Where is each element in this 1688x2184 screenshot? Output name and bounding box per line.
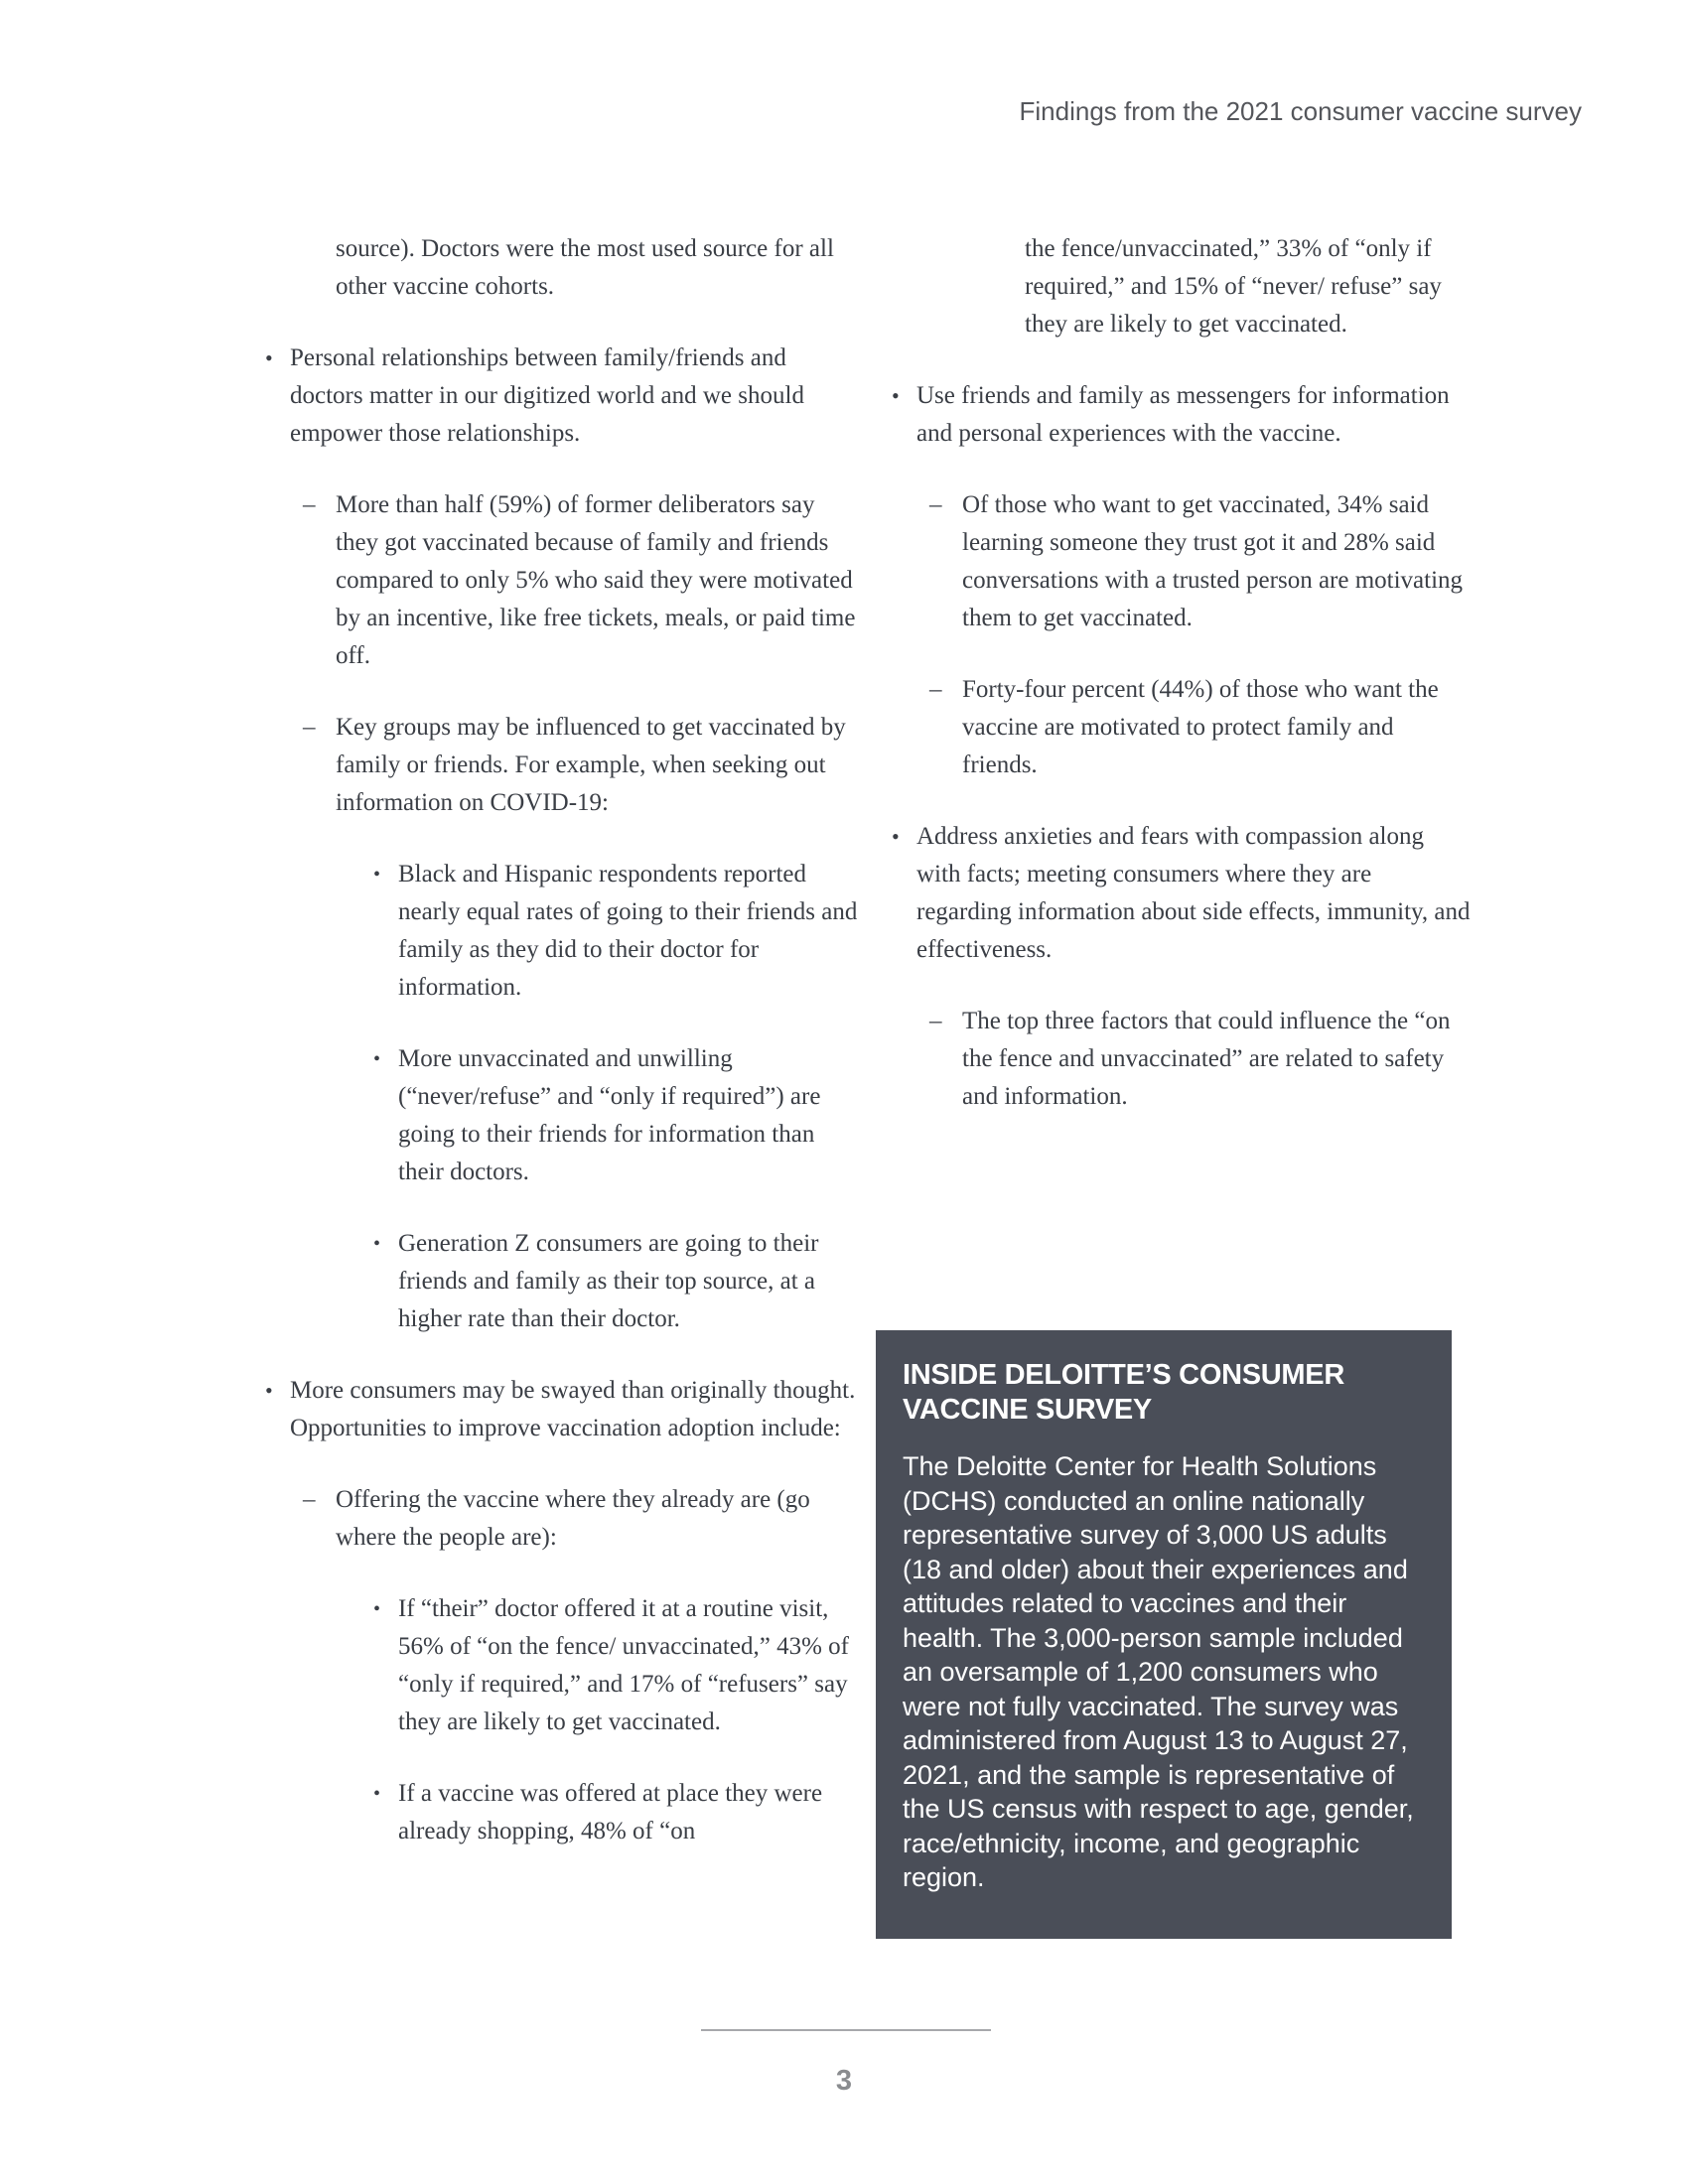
bullet-icon: • [892, 383, 900, 408]
running-header: Findings from the 2021 consumer vaccine survey [1019, 96, 1582, 126]
bullet-text: Forty-four percent (44%) of those who want the vaccine are motivated to protect family and friends. [962, 676, 1439, 778]
bullet-icon: • [265, 1378, 273, 1403]
paragraph-continuation [263, 230, 859, 306]
bullet-item [890, 377, 1471, 453]
bullet-icon: • [373, 1598, 381, 1620]
left-column [263, 230, 859, 1850]
bullet-text: If “their” doctor offered it at a routine visit, 56% of “on the fence/ unvaccinated,” 43% of “only if required,” and 17% of “refusers” say they are likely to get vaccinated. [398, 1595, 849, 1735]
bullet-icon: • [373, 1233, 381, 1255]
sub-bullet-item [263, 1481, 859, 1557]
sub-sub-bullet-item [263, 856, 859, 1007]
bullet-item [263, 340, 859, 453]
bullet-text: Use friends and family as messengers for information and personal experiences with the vaccine. [916, 382, 1450, 447]
paragraph-text: the fence/unvaccinated,” 33% of “only if required,” and 15% of “never/ refuse” say they are likely to get vaccinated. [1025, 235, 1442, 338]
sub-sub-bullet-item [263, 1040, 859, 1191]
bullet-text: More unvaccinated and unwilling (“never/refuse” and “only if required”) are going to their friends for information than their doctors. [398, 1045, 821, 1185]
dash-icon: – [303, 714, 316, 741]
survey-infobox [876, 1330, 1452, 1939]
bullet-icon: • [373, 1783, 381, 1805]
bullet-text: Offering the vaccine where they already are (go where the people are): [336, 1486, 810, 1551]
bullet-item [263, 1372, 859, 1447]
sub-bullet-item [890, 1003, 1471, 1116]
sub-bullet-item [890, 671, 1471, 784]
dash-icon: – [929, 676, 942, 703]
bullet-icon: • [373, 1048, 381, 1070]
dash-icon: – [929, 491, 942, 518]
bullet-text: If a vaccine was offered at place they were already shopping, 48% of “on [398, 1780, 823, 1844]
sub-sub-bullet-item [263, 1775, 859, 1850]
bullet-icon: • [373, 864, 381, 886]
bullet-item [890, 818, 1471, 969]
bullet-text: Generation Z consumers are going to their friends and family as their top source, at a higher rate than their doctor. [398, 1230, 819, 1332]
bullet-icon: • [265, 345, 273, 370]
sub-bullet-item [890, 486, 1471, 637]
bullet-text: Of those who want to get vaccinated, 34% said learning someone they trust got it and 28% said conversations with a trusted person are motivating them to get vaccinated. [962, 491, 1464, 631]
bullet-text: Key groups may be influenced to get vaccinated by family or friends. For example, when seeking out information on COVID-19: [336, 714, 846, 816]
paragraph-text: source). Doctors were the most used source for all other vaccine cohorts. [336, 235, 834, 300]
sub-sub-bullet-item [263, 1590, 859, 1741]
bullet-text: Address anxieties and fears with compassion along with facts; meeting consumers where they are regarding information about side effects, immunity, and effectiveness. [916, 823, 1471, 963]
infobox-title: INSIDE DELOITTE’S CONSUMER VACCINE SURVEY [903, 1359, 1344, 1426]
sub-sub-bullet-item [263, 1225, 859, 1338]
bullet-text: More consumers may be swayed than originally thought. Opportunities to improve vaccination adoption include: [290, 1377, 856, 1441]
infobox-body: The Deloitte Center for Health Solutions (DCHS) conducted an online nationally representative survey of 3,000 US adults (18 and older) about their experiences and attitudes related to vaccines and their health. The 3,000-person sample included an oversample of 1,200 consumers who were not fully vaccinated. The survey was administered from August 13 to August 27, 2021, and the sample is representative of the US census with respect to age, gender, race/ethnicity, income, and geographic region. [903, 1451, 1414, 1892]
bullet-text: More than half (59%) of former deliberators say they got vaccinated because of family and friends compared to only 5% who said they were motivated by an incentive, like free tickets, meals, or paid time off. [336, 491, 856, 669]
dash-icon: – [303, 1486, 316, 1513]
dash-icon: – [929, 1008, 942, 1034]
right-column [890, 230, 1471, 1116]
bullet-text: Personal relationships between family/friends and doctors matter in our digitized world and we should empower those relationships. [290, 344, 804, 447]
bullet-text: Black and Hispanic respondents reported nearly equal rates of going to their friends and family as they did to their doctor for information. [398, 861, 858, 1001]
bullet-text: The top three factors that could influence the “on the fence and unvaccinated” are related to safety and information. [962, 1008, 1451, 1110]
sub-bullet-item [263, 486, 859, 675]
footer-divider [701, 2029, 991, 2031]
dash-icon: – [303, 491, 316, 518]
bullet-icon: • [892, 824, 900, 849]
paragraph-continuation [890, 230, 1471, 343]
sub-bullet-item [263, 709, 859, 822]
page-number: 3 [835, 2065, 853, 2097]
